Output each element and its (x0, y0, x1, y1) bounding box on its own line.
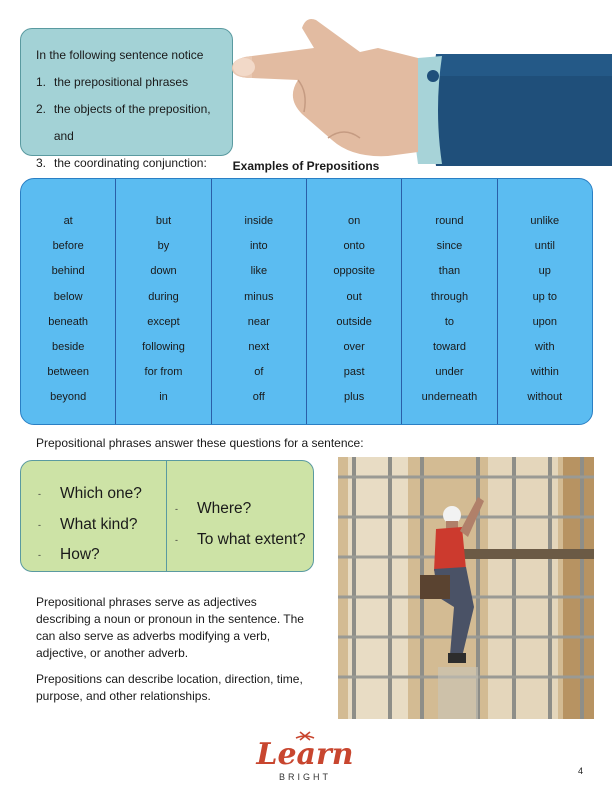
question-text: How? (60, 546, 100, 564)
preposition-word: round (435, 215, 464, 227)
bullet-icon: - (175, 534, 178, 545)
bullet-icon: - (38, 489, 41, 500)
cuff-button (427, 70, 439, 82)
paragraph-relationships: Prepositions can describe location, direction, time, purpose, and other relationships. (36, 672, 303, 703)
preposition-word: up to (532, 290, 558, 303)
preposition-word: except (147, 315, 180, 328)
preposition-word: minus (244, 290, 274, 303)
preposition-column (116, 179, 211, 424)
preposition-word: out (346, 290, 362, 303)
intro-item-text: the coordinating conjunction: (54, 156, 207, 170)
preposition-word: under (435, 366, 464, 379)
preposition-word: by (157, 240, 170, 253)
bullet-icon: - (38, 550, 41, 561)
pointing-hand-illustration (228, 18, 612, 168)
preposition-word: opposite (333, 265, 375, 278)
preposition-word: upon (532, 315, 558, 328)
questions-intro: Prepositional phrases answer these questions for a sentence: (36, 436, 364, 450)
preposition-word: but (155, 215, 172, 227)
preposition-word: down (150, 265, 177, 278)
preposition-word: before (52, 240, 84, 253)
intro-lead: In the following sentence notice (36, 48, 204, 62)
question-item (38, 510, 166, 541)
hand (232, 19, 418, 156)
preposition-word: into (249, 240, 268, 253)
prepositions-table (20, 178, 593, 425)
preposition-word: onto (343, 240, 365, 253)
logo-subtext: BRIGHT (278, 772, 332, 782)
preposition-word: off (252, 391, 265, 404)
question-item (38, 479, 166, 510)
preposition-column (402, 179, 497, 424)
preposition-column (21, 179, 116, 424)
preposition-word: plus (344, 391, 365, 404)
preposition-word: next (248, 341, 270, 354)
question-text: To what extent? (197, 530, 306, 548)
question-text: What kind? (60, 515, 138, 533)
preposition-word: beneath (48, 315, 89, 328)
preposition-word: beside (51, 341, 85, 354)
preposition-word: without (527, 391, 563, 404)
questions-left-column (21, 461, 167, 571)
preposition-word: underneath (421, 391, 478, 404)
preposition-word: between (47, 366, 89, 379)
preposition-word: inside (244, 215, 274, 227)
preposition-word: following (142, 341, 185, 354)
preposition-column (498, 179, 592, 424)
question-text: Which one? (60, 485, 142, 503)
preposition-word: unlike (530, 215, 560, 227)
preposition-word: outside (336, 315, 372, 328)
preposition-word: to (444, 315, 455, 328)
shirt-cuff (414, 56, 442, 164)
examples-title: Examples of Prepositions (232, 159, 380, 173)
bullet-icon: - (38, 519, 41, 530)
preposition-word: in (159, 391, 168, 404)
preposition-word: over (343, 341, 365, 354)
preposition-word: through (430, 290, 469, 303)
preposition-word: near (247, 315, 270, 328)
preposition-word: up (538, 265, 551, 278)
preposition-word: like (250, 265, 268, 278)
intro-item-number: 3. (36, 156, 47, 170)
question-item (38, 540, 166, 571)
logo-word: Learn (256, 737, 354, 772)
learn-bright-logo (240, 726, 370, 786)
question-item (175, 525, 313, 556)
intro-item (36, 69, 232, 96)
intro-item-text: the prepositional phrases (54, 75, 189, 89)
page-number: 4 (578, 766, 584, 776)
preposition-word: on (348, 215, 361, 227)
intro-item (36, 96, 232, 150)
preposition-word: past (343, 366, 365, 379)
preposition-word: with (535, 341, 555, 354)
questions-box (20, 460, 314, 572)
preposition-word: of (254, 366, 264, 379)
intro-item-number: 2. (36, 102, 47, 116)
preposition-word: for from (144, 366, 183, 379)
preposition-word: at (63, 215, 73, 227)
preposition-word: than (438, 265, 461, 278)
preposition-word: during (148, 290, 179, 303)
intro-box (20, 28, 233, 170)
fingernail (233, 58, 255, 76)
scaffolding-worker-photo (338, 457, 594, 719)
preposition-word: below (53, 290, 83, 303)
preposition-word: within (530, 366, 559, 379)
question-item (175, 494, 313, 525)
intro-item-number: 1. (36, 75, 47, 89)
question-text: Where? (197, 500, 252, 518)
preposition-word: since (436, 240, 463, 253)
preposition-word: behind (51, 265, 85, 278)
questions-right-column (167, 461, 313, 571)
preposition-word: beyond (50, 391, 87, 404)
paragraph-adjectives-adverbs: Prepositional phrases serve as adjectives describing a noun or pronoun in the sentence. The can also serve as adverbs modifying a verb, adjective, or another adverb. (36, 595, 304, 660)
intro-item-text: the objects of the preposition, and (53, 102, 211, 143)
preposition-column (212, 179, 307, 424)
preposition-word: toward (432, 341, 466, 354)
preposition-word: until (534, 240, 555, 253)
preposition-column (307, 179, 402, 424)
bullet-icon: - (175, 504, 178, 515)
